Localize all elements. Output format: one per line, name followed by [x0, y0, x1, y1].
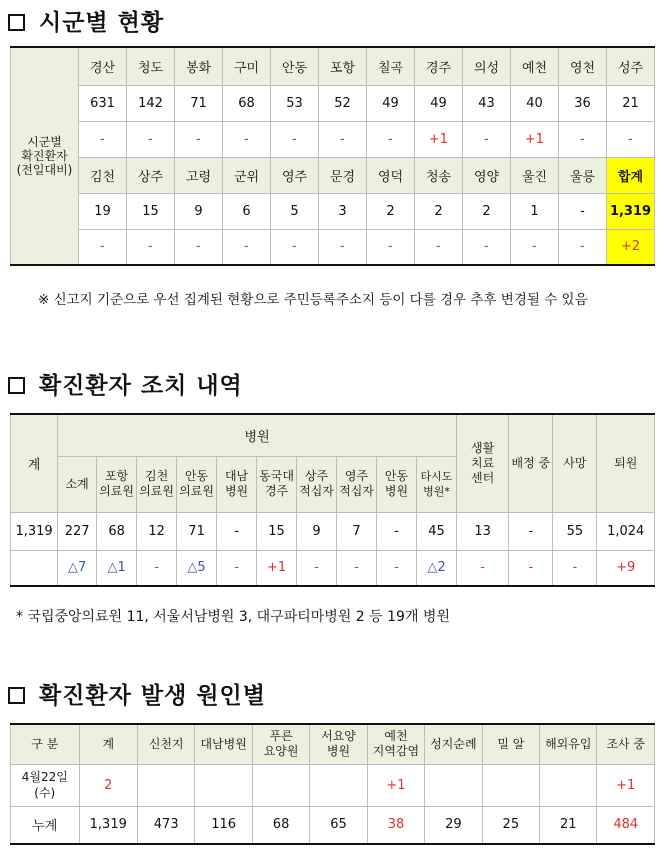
region-change: - [511, 229, 559, 265]
region-name: 영양 [463, 157, 511, 193]
treatment-value: 12 [137, 512, 177, 550]
cause-today-value: +1 [367, 764, 424, 806]
region-table [10, 46, 655, 266]
region-name: 울진 [511, 157, 559, 193]
treatment-value: 45 [416, 512, 456, 550]
treatment-change: - [457, 550, 509, 586]
hospital-col-header: 소계 [58, 456, 97, 512]
region-name: 상주 [127, 157, 175, 193]
treatment-change: - [337, 550, 377, 586]
treatment-hospital-header: 병원 [58, 414, 457, 456]
treatment-change: △5 [177, 550, 217, 586]
cause-header: 해외유입 [540, 724, 597, 764]
region-name: 안동 [271, 47, 319, 85]
region-count: 52 [319, 85, 367, 121]
treatment-change: +1 [257, 550, 297, 586]
region-name: 영주 [271, 157, 319, 193]
checkbox-square-icon [8, 14, 25, 31]
treatment-change: - [553, 550, 597, 586]
hospital-col-header: 영주 적십자 [337, 456, 377, 512]
region-change: - [271, 229, 319, 265]
treatment-note: * 국립중앙의료원 11, 서울서남병원 3, 대구파티마병원 2 등 19개 병원 [16, 609, 450, 625]
treatment-value: 15 [257, 512, 297, 550]
cause-today-value [137, 764, 194, 806]
region-name: 구미 [223, 47, 271, 85]
region-change: - [175, 121, 223, 157]
region-name: 포항 [319, 47, 367, 85]
treatment-pending-header: 배정 중 [509, 414, 553, 512]
region-row-label: 시군별 확진환자 (전일대비) [11, 47, 79, 265]
region-change: - [127, 229, 175, 265]
region-change: - [175, 229, 223, 265]
region-count: 6 [223, 193, 271, 229]
region-change: - [367, 121, 415, 157]
region-change: - [415, 229, 463, 265]
treatment-life-center-header: 생활 치료 센터 [457, 414, 509, 512]
region-total-header: 합계 [607, 157, 655, 193]
cause-total-value: 38 [367, 806, 424, 844]
region-count: 15 [127, 193, 175, 229]
treatment-change: △7 [58, 550, 97, 586]
region-total-change: +2 [607, 229, 655, 265]
cause-total-value: 473 [137, 806, 194, 844]
region-change: - [223, 229, 271, 265]
region-change: - [271, 121, 319, 157]
region-count: 49 [415, 85, 463, 121]
region-count: 9 [175, 193, 223, 229]
region-name: 김천 [79, 157, 127, 193]
hospital-col-header: 동국대 경주 [257, 456, 297, 512]
region-section-title: 시군별 현황 [8, 4, 164, 37]
cause-date-label: 4월22일 (수) [11, 764, 80, 806]
region-name: 울릉 [559, 157, 607, 193]
cause-section-title: 확진환자 발생 원인별 [8, 677, 266, 710]
cause-header: 예천 지역감염 [367, 724, 424, 764]
region-change: +1 [415, 121, 463, 157]
hospital-col-header: 포항 의료원 [97, 456, 137, 512]
cause-total-value: 29 [425, 806, 482, 844]
region-count: 43 [463, 85, 511, 121]
region-count: 49 [367, 85, 415, 121]
treatment-change: △2 [416, 550, 456, 586]
region-name: 봉화 [175, 47, 223, 85]
cause-header: 조사 중 [597, 724, 655, 764]
region-count: 21 [607, 85, 655, 121]
cause-today-value [195, 764, 252, 806]
cause-total-value: 25 [482, 806, 539, 844]
region-name: 예천 [511, 47, 559, 85]
treatment-section-title: 확진환자 조치 내역 [8, 367, 243, 400]
cause-header: 대남병원 [195, 724, 252, 764]
treatment-death-header: 사망 [553, 414, 597, 512]
cause-today-value [425, 764, 482, 806]
cause-table [10, 723, 655, 845]
checkbox-square-icon [8, 687, 25, 704]
cause-today-value: +1 [597, 764, 655, 806]
cause-total-value: 65 [310, 806, 367, 844]
region-name: 청도 [127, 47, 175, 85]
treatment-change: - [217, 550, 257, 586]
cause-total-label: 누계 [11, 806, 80, 844]
cause-total-value: 21 [540, 806, 597, 844]
region-change: - [463, 229, 511, 265]
region-count: 1 [511, 193, 559, 229]
treatment-value: 7 [337, 512, 377, 550]
cause-today-value [310, 764, 367, 806]
checkbox-square-icon [8, 377, 25, 394]
region-name: 군위 [223, 157, 271, 193]
region-count: 5 [271, 193, 319, 229]
cause-today-value [252, 764, 309, 806]
treatment-value: 1,319 [11, 512, 58, 550]
treatment-value: 227 [58, 512, 97, 550]
cause-total-value: 68 [252, 806, 309, 844]
treatment-change: - [137, 550, 177, 586]
cause-today-value [540, 764, 597, 806]
region-name: 영덕 [367, 157, 415, 193]
region-name: 칠곡 [367, 47, 415, 85]
treatment-value: - [217, 512, 257, 550]
hospital-col-header: 김천 의료원 [137, 456, 177, 512]
region-name: 성주 [607, 47, 655, 85]
treatment-table [10, 413, 655, 587]
region-change: - [319, 121, 367, 157]
region-name: 영천 [559, 47, 607, 85]
treatment-value: 1,024 [597, 512, 655, 550]
region-change: - [223, 121, 271, 157]
region-total-count: 1,319 [607, 193, 655, 229]
treatment-value: 71 [177, 512, 217, 550]
cause-header: 서요양 병원 [310, 724, 367, 764]
region-name: 경주 [415, 47, 463, 85]
treatment-value: 9 [297, 512, 337, 550]
treatment-change: - [297, 550, 337, 586]
region-count: 2 [463, 193, 511, 229]
region-change: - [607, 121, 655, 157]
region-count: 40 [511, 85, 559, 121]
cause-total-value: 484 [597, 806, 655, 844]
region-count: 3 [319, 193, 367, 229]
region-count: - [559, 193, 607, 229]
region-count: 631 [79, 85, 127, 121]
cause-header: 밀 알 [482, 724, 539, 764]
region-change: - [463, 121, 511, 157]
treatment-change: +9 [597, 550, 655, 586]
region-count: 36 [559, 85, 607, 121]
region-name: 고령 [175, 157, 223, 193]
cause-today-value: 2 [79, 764, 137, 806]
region-count: 142 [127, 85, 175, 121]
cause-today-value [482, 764, 539, 806]
region-change: - [367, 229, 415, 265]
region-count: 2 [367, 193, 415, 229]
cause-total-value: 116 [195, 806, 252, 844]
treatment-change: - [377, 550, 417, 586]
region-name: 의성 [463, 47, 511, 85]
region-name: 청송 [415, 157, 463, 193]
treatment-value: 68 [97, 512, 137, 550]
region-count: 68 [223, 85, 271, 121]
region-change: +1 [511, 121, 559, 157]
region-name: 경산 [79, 47, 127, 85]
region-change: - [79, 229, 127, 265]
region-change: - [127, 121, 175, 157]
cause-header: 구 분 [11, 724, 80, 764]
region-count: 19 [79, 193, 127, 229]
treatment-value: 55 [553, 512, 597, 550]
cause-total-value: 1,319 [79, 806, 137, 844]
hospital-col-header: 대남 병원 [217, 456, 257, 512]
region-count: 2 [415, 193, 463, 229]
hospital-col-header: 안동 병원 [377, 456, 417, 512]
cause-header: 푸른 요양원 [252, 724, 309, 764]
cause-header: 계 [79, 724, 137, 764]
region-change: - [79, 121, 127, 157]
treatment-value: 13 [457, 512, 509, 550]
treatment-change: △1 [97, 550, 137, 586]
hospital-col-header: 상주 적십자 [297, 456, 337, 512]
treatment-value: - [509, 512, 553, 550]
region-name: 문경 [319, 157, 367, 193]
treatment-value: - [377, 512, 417, 550]
region-note: ※ 신고지 기준으로 우선 집계된 현황으로 주민등록주소지 등이 다를 경우 추후 변경될 수 있음 [38, 292, 588, 308]
region-change: - [559, 121, 607, 157]
cause-header: 신천지 [137, 724, 194, 764]
region-count: 71 [175, 85, 223, 121]
treatment-change: - [509, 550, 553, 586]
region-count: 53 [271, 85, 319, 121]
treatment-total-header: 계 [11, 414, 58, 512]
region-change: - [319, 229, 367, 265]
hospital-col-header: 안동 의료원 [177, 456, 217, 512]
cause-header: 성지순례 [425, 724, 482, 764]
treatment-discharge-header: 퇴원 [597, 414, 655, 512]
hospital-col-header: 타시도 병원* [416, 456, 456, 512]
treatment-change [11, 550, 58, 586]
region-change: - [559, 229, 607, 265]
